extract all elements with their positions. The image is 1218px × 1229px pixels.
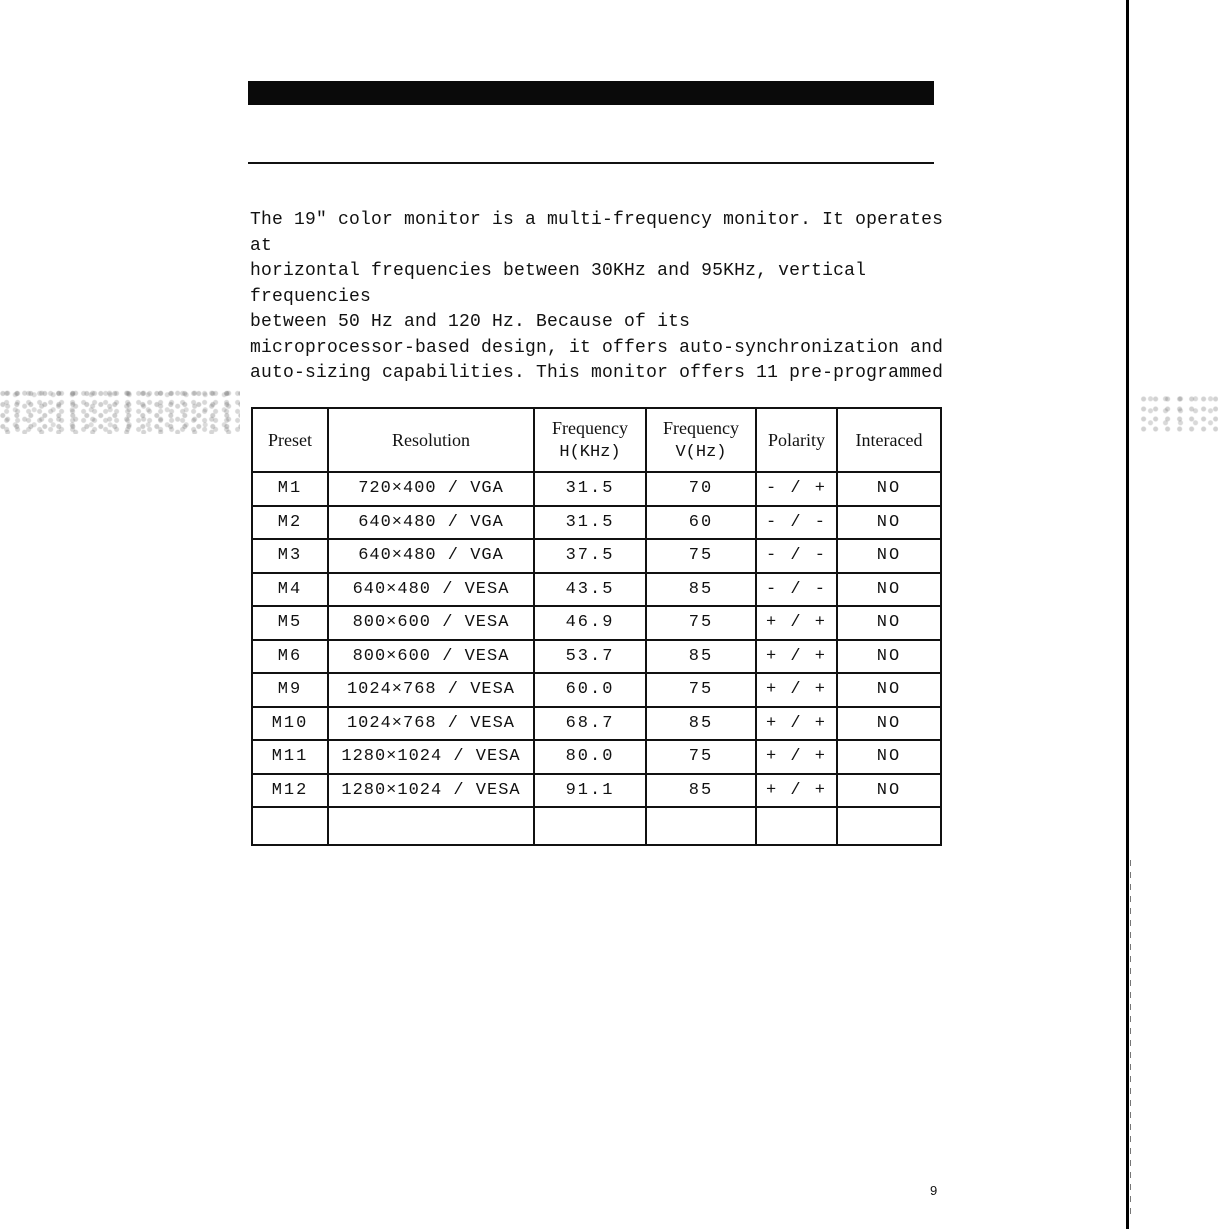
cell-resolution: 640×480 / VESA [328,573,534,607]
intro-paragraph [250,208,944,387]
intro-line: frequencies [250,286,372,307]
table-row [252,539,941,573]
cell-interlaced: NO [837,573,941,607]
cell-preset: M1 [252,472,328,506]
cell-interlaced: NO [837,740,941,774]
cell-frequency-h: 68.7 [534,707,646,741]
header-interlaced: Interaced [837,408,941,472]
cell-interlaced: NO [837,472,941,506]
intro-line: at [250,235,273,256]
cell-resolution: 1280×1024 / VESA [328,774,534,808]
cell-preset: M9 [252,673,328,707]
cell-interlaced: NO [837,539,941,573]
cell-frequency-v: 75 [646,606,756,640]
cell-resolution: 800×600 / VESA [328,606,534,640]
section-header-bar [248,81,934,105]
table-row [252,606,941,640]
cell-resolution: 1024×768 / VESA [328,707,534,741]
cell-resolution: 800×600 / VESA [328,640,534,674]
table-row [252,740,941,774]
cell-polarity: - / + [756,472,837,506]
table-row [252,640,941,674]
cell-interlaced: NO [837,707,941,741]
cell-preset: M6 [252,640,328,674]
header-resolution: Resolution [328,408,534,472]
cell-frequency-v: 85 [646,640,756,674]
cell-empty [328,807,534,845]
cell-frequency-h: 31.5 [534,506,646,540]
cell-preset: M3 [252,539,328,573]
table-row [252,707,941,741]
cell-frequency-h: 46.9 [534,606,646,640]
header-frequency-v-unit: V(Hz) [675,442,727,462]
header-frequency-v-label: Frequency [663,417,739,438]
header-preset: Preset [252,408,328,472]
cell-frequency-h: 91.1 [534,774,646,808]
scan-speckle-right [1140,394,1218,432]
cell-interlaced: NO [837,606,941,640]
header-frequency-v [646,408,756,472]
cell-polarity: + / + [756,673,837,707]
cell-frequency-v: 75 [646,740,756,774]
cell-frequency-h: 60.0 [534,673,646,707]
cell-interlaced: NO [837,640,941,674]
intro-line: The 19" color monitor is a multi-frequency monitor. It operates [250,210,944,230]
cell-interlaced: NO [837,774,941,808]
cell-empty [756,807,837,845]
cell-resolution: 1280×1024 / VESA [328,740,534,774]
intro-line: horizontal frequencies between 30KHz and 95KHz, vertical [250,261,867,281]
cell-frequency-h: 31.5 [534,472,646,506]
cell-polarity: + / + [756,774,837,808]
cell-frequency-v: 85 [646,774,756,808]
cell-frequency-v: 85 [646,573,756,607]
table-header-row [252,408,941,472]
cell-empty [534,807,646,845]
intro-line: microprocessor-based design, it offers auto-synchronization and [250,337,944,358]
cell-polarity: - / - [756,506,837,540]
header-polarity: Polarity [756,408,837,472]
scan-speckle-left [0,388,240,434]
cell-empty [646,807,756,845]
cell-polarity: - / - [756,573,837,607]
table-row [252,774,941,808]
header-frequency-h-label: Frequency [552,417,628,438]
cell-empty [837,807,941,845]
cell-interlaced: NO [837,506,941,540]
header-frequency-h [534,408,646,472]
table-row [252,472,941,506]
table-row [252,506,941,540]
intro-line: between 50 Hz and 120 Hz. Because of its [250,312,691,332]
table-row [252,573,941,607]
cell-resolution: 720×400 / VGA [328,472,534,506]
cell-resolution: 640×480 / VGA [328,506,534,540]
cell-polarity: + / + [756,707,837,741]
cell-polarity: + / + [756,640,837,674]
header-frequency-h-unit: H(KHz) [559,442,621,462]
cell-preset: M12 [252,774,328,808]
cell-frequency-v: 70 [646,472,756,506]
cell-frequency-h: 43.5 [534,573,646,607]
scan-edge-line [1126,0,1129,1229]
preset-timing-table [251,407,942,846]
cell-frequency-v: 60 [646,506,756,540]
cell-empty [252,807,328,845]
cell-resolution: 1024×768 / VESA [328,673,534,707]
cell-resolution: 640×480 / VGA [328,539,534,573]
cell-frequency-v: 75 [646,539,756,573]
scan-edge-line-faint [1130,860,1131,1220]
cell-frequency-h: 53.7 [534,640,646,674]
table-row-empty [252,807,941,845]
cell-preset: M2 [252,506,328,540]
cell-preset: M5 [252,606,328,640]
cell-preset: M11 [252,740,328,774]
cell-frequency-v: 75 [646,673,756,707]
section-header-rule [248,162,934,164]
page-number: 9 [930,1183,938,1198]
cell-interlaced: NO [837,673,941,707]
cell-frequency-h: 37.5 [534,539,646,573]
intro-line: auto-sizing capabilities. This monitor offers 11 pre-programmed [250,363,944,383]
cell-polarity: + / + [756,606,837,640]
table-row [252,673,941,707]
cell-frequency-h: 80.0 [534,740,646,774]
cell-preset: M10 [252,707,328,741]
cell-polarity: + / + [756,740,837,774]
cell-preset: M4 [252,573,328,607]
cell-polarity: - / - [756,539,837,573]
cell-frequency-v: 85 [646,707,756,741]
